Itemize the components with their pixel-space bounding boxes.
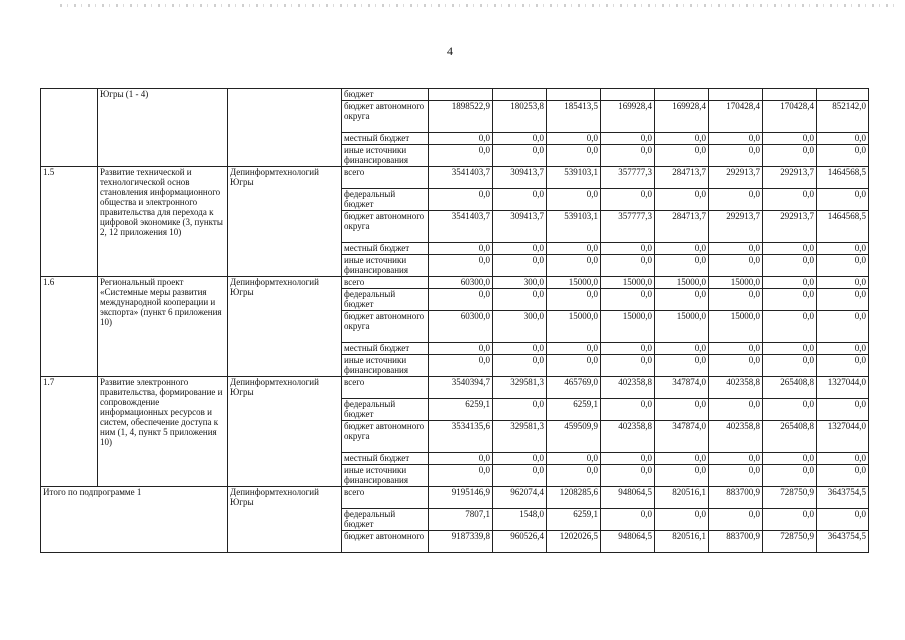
amount-cell: 0,0	[547, 133, 601, 145]
amount-cell: 265408,8	[763, 377, 817, 399]
amount-cell: 0,0	[547, 343, 601, 355]
amount-cell: 0,0	[429, 243, 493, 255]
amount-cell: 0,0	[709, 145, 763, 167]
amount-cell: 0,0	[601, 465, 655, 487]
executor-cell	[228, 89, 342, 167]
amount-cell: 0,0	[709, 509, 763, 531]
amount-cell	[709, 89, 763, 101]
amount-cell: 0,0	[429, 133, 493, 145]
amount-cell: 284713,7	[655, 211, 709, 243]
amount-cell: 265408,8	[763, 421, 817, 453]
amount-cell: 960526,4	[493, 531, 547, 553]
funding-source-cell: иные источники финансирования	[342, 355, 429, 377]
amount-cell: 0,0	[763, 343, 817, 355]
funding-source-cell: всего	[342, 277, 429, 289]
amount-cell: 0,0	[763, 509, 817, 531]
amount-cell: 1464568,5	[817, 167, 869, 189]
amount-cell: 0,0	[709, 355, 763, 377]
amount-cell: 0,0	[429, 453, 493, 465]
amount-cell: 0,0	[429, 289, 493, 311]
amount-cell: 15000,0	[547, 311, 601, 343]
amount-cell: 15000,0	[655, 311, 709, 343]
amount-cell: 0,0	[493, 453, 547, 465]
amount-cell: 0,0	[709, 289, 763, 311]
amount-cell: 3541403,7	[429, 167, 493, 189]
amount-cell: 539103,1	[547, 211, 601, 243]
amount-cell: 1548,0	[493, 509, 547, 531]
amount-cell: 0,0	[547, 145, 601, 167]
amount-cell	[655, 89, 709, 101]
funding-source-cell: иные источники финансирования	[342, 255, 429, 277]
amount-cell: 0,0	[601, 289, 655, 311]
amount-cell: 0,0	[817, 133, 869, 145]
amount-cell: 0,0	[429, 343, 493, 355]
amount-cell: 6259,1	[429, 399, 493, 421]
amount-cell: 0,0	[493, 399, 547, 421]
amount-cell: 0,0	[547, 243, 601, 255]
table-row	[41, 377, 869, 399]
amount-cell: 0,0	[763, 255, 817, 277]
amount-cell	[817, 89, 869, 101]
amount-cell: 0,0	[493, 145, 547, 167]
table-row	[41, 89, 869, 101]
amount-cell: 309413,7	[493, 211, 547, 243]
amount-cell	[493, 89, 547, 101]
funding-source-cell: иные источники финансирования	[342, 145, 429, 167]
amount-cell: 0,0	[817, 311, 869, 343]
amount-cell: 309413,7	[493, 167, 547, 189]
amount-cell: 852142,0	[817, 101, 869, 133]
amount-cell: 1327044,0	[817, 421, 869, 453]
amount-cell: 0,0	[601, 343, 655, 355]
executor-cell: Депинформтехнологий Югры	[228, 277, 342, 377]
amount-cell: 0,0	[493, 243, 547, 255]
amount-cell: 0,0	[655, 465, 709, 487]
amount-cell: 347874,0	[655, 421, 709, 453]
table-body	[41, 89, 869, 553]
amount-cell: 948064,5	[601, 487, 655, 509]
item-name-cell: Развитие электронного правительства, формирование и сопровождение информационных ресурсов и систем, обеспечение доступа к ним (1, 4, пункт 5 приложения 10)	[98, 377, 228, 487]
amount-cell: 820516,1	[655, 487, 709, 509]
amount-cell: 0,0	[493, 189, 547, 211]
executor-cell: Депинформтехнологий Югры	[228, 487, 342, 553]
amount-cell: 0,0	[709, 189, 763, 211]
amount-cell: 0,0	[817, 355, 869, 377]
funding-source-cell: федеральный бюджет	[342, 399, 429, 421]
amount-cell: 0,0	[655, 255, 709, 277]
amount-cell: 0,0	[429, 145, 493, 167]
item-index-cell: 1.6	[41, 277, 98, 377]
program-funding-table	[40, 88, 869, 553]
amount-cell: 180253,8	[493, 101, 547, 133]
amount-cell: 7807,1	[429, 509, 493, 531]
amount-cell: 0,0	[817, 453, 869, 465]
amount-cell: 0,0	[817, 509, 869, 531]
amount-cell	[547, 89, 601, 101]
amount-cell: 0,0	[547, 355, 601, 377]
amount-cell: 9195146,9	[429, 487, 493, 509]
amount-cell: 0,0	[493, 465, 547, 487]
amount-cell: 0,0	[709, 243, 763, 255]
amount-cell: 15000,0	[601, 311, 655, 343]
amount-cell: 0,0	[655, 453, 709, 465]
item-index-cell: 1.7	[41, 377, 98, 487]
amount-cell: 1202026,5	[547, 531, 601, 553]
amount-cell: 15000,0	[601, 277, 655, 289]
amount-cell: 0,0	[601, 189, 655, 211]
amount-cell: 0,0	[709, 255, 763, 277]
amount-cell: 0,0	[601, 399, 655, 421]
amount-cell: 284713,7	[655, 167, 709, 189]
funding-source-cell: бюджет автономного округа	[342, 101, 429, 133]
amount-cell: 0,0	[655, 399, 709, 421]
amount-cell: 169928,4	[601, 101, 655, 133]
amount-cell: 0,0	[763, 355, 817, 377]
scan-artifact-line	[60, 4, 900, 7]
amount-cell: 0,0	[601, 145, 655, 167]
amount-cell: 0,0	[817, 145, 869, 167]
total-label-cell: Итого по подпрограмме 1	[41, 487, 228, 553]
amount-cell: 3643754,5	[817, 531, 869, 553]
amount-cell: 0,0	[547, 289, 601, 311]
amount-cell: 0,0	[601, 355, 655, 377]
executor-cell: Депинформтехнологий Югры	[228, 167, 342, 277]
amount-cell: 0,0	[817, 189, 869, 211]
funding-source-cell: бюджет	[342, 89, 429, 101]
amount-cell: 402358,8	[709, 377, 763, 399]
amount-cell: 0,0	[547, 453, 601, 465]
amount-cell: 6259,1	[547, 399, 601, 421]
funding-source-cell: иные источники финансирования	[342, 465, 429, 487]
amount-cell: 0,0	[655, 509, 709, 531]
funding-source-cell: местный бюджет	[342, 243, 429, 255]
amount-cell: 962074,4	[493, 487, 547, 509]
amount-cell: 300,0	[493, 311, 547, 343]
amount-cell: 1464568,5	[817, 211, 869, 243]
amount-cell: 300,0	[493, 277, 547, 289]
executor-cell: Депинформтехнологий Югры	[228, 377, 342, 487]
funding-source-cell: бюджет автономного округа	[342, 421, 429, 453]
amount-cell: 0,0	[763, 465, 817, 487]
amount-cell: 3534135,6	[429, 421, 493, 453]
item-name-cell: Развитие технической и технологической основ становления информационного общества и электронного правительства для перехода к цифровой экономике (3, пункты 2, 12 приложения 10)	[98, 167, 228, 277]
amount-cell: 0,0	[817, 399, 869, 421]
amount-cell: 0,0	[817, 465, 869, 487]
amount-cell: 292913,7	[709, 211, 763, 243]
table-row	[41, 167, 869, 189]
amount-cell: 0,0	[817, 277, 869, 289]
amount-cell: 0,0	[493, 133, 547, 145]
amount-cell: 0,0	[763, 311, 817, 343]
funding-source-cell: федеральный бюджет	[342, 509, 429, 531]
amount-cell: 0,0	[763, 243, 817, 255]
amount-cell: 6259,1	[547, 509, 601, 531]
amount-cell: 15000,0	[655, 277, 709, 289]
amount-cell: 60300,0	[429, 311, 493, 343]
amount-cell: 0,0	[817, 289, 869, 311]
amount-cell: 820516,1	[655, 531, 709, 553]
amount-cell: 15000,0	[709, 277, 763, 289]
amount-cell: 329581,3	[493, 421, 547, 453]
amount-cell: 0,0	[601, 243, 655, 255]
amount-cell: 0,0	[763, 289, 817, 311]
funding-source-cell: всего	[342, 377, 429, 399]
funding-source-cell: бюджет автономного округа	[342, 311, 429, 343]
amount-cell: 0,0	[763, 133, 817, 145]
amount-cell: 0,0	[429, 355, 493, 377]
amount-cell: 402358,8	[601, 421, 655, 453]
amount-cell: 15000,0	[709, 311, 763, 343]
amount-cell	[601, 89, 655, 101]
amount-cell: 3541403,7	[429, 211, 493, 243]
amount-cell: 728750,9	[763, 487, 817, 509]
amount-cell: 329581,3	[493, 377, 547, 399]
amount-cell: 0,0	[429, 189, 493, 211]
amount-cell: 1327044,0	[817, 377, 869, 399]
item-index-cell	[41, 89, 98, 167]
amount-cell: 0,0	[655, 355, 709, 377]
amount-cell	[429, 89, 493, 101]
funding-source-cell: местный бюджет	[342, 453, 429, 465]
item-index-cell: 1.5	[41, 167, 98, 277]
amount-cell: 883700,9	[709, 531, 763, 553]
amount-cell	[763, 89, 817, 101]
amount-cell: 169928,4	[655, 101, 709, 133]
amount-cell: 465769,0	[547, 377, 601, 399]
amount-cell: 0,0	[763, 145, 817, 167]
amount-cell: 0,0	[429, 465, 493, 487]
amount-cell: 0,0	[655, 133, 709, 145]
amount-cell: 0,0	[763, 277, 817, 289]
funding-source-cell: местный бюджет	[342, 133, 429, 145]
amount-cell: 0,0	[493, 343, 547, 355]
amount-cell: 0,0	[547, 255, 601, 277]
amount-cell: 0,0	[655, 343, 709, 355]
amount-cell: 402358,8	[601, 377, 655, 399]
amount-cell: 728750,9	[763, 531, 817, 553]
amount-cell: 292913,7	[763, 211, 817, 243]
amount-cell: 347874,0	[655, 377, 709, 399]
amount-cell: 0,0	[601, 509, 655, 531]
amount-cell: 0,0	[709, 343, 763, 355]
amount-cell: 0,0	[655, 145, 709, 167]
amount-cell: 3643754,5	[817, 487, 869, 509]
amount-cell: 9187339,8	[429, 531, 493, 553]
funding-source-cell: федеральный бюджет	[342, 289, 429, 311]
funding-source-cell: бюджет автономного	[342, 531, 429, 553]
amount-cell: 0,0	[655, 243, 709, 255]
amount-cell: 0,0	[547, 189, 601, 211]
amount-cell: 1898522,9	[429, 101, 493, 133]
item-name-cell: Региональный проект «Системные меры развития международной кооперации и экспорта» (пункт 6 приложения 10)	[98, 277, 228, 377]
amount-cell: 0,0	[601, 255, 655, 277]
amount-cell: 0,0	[493, 255, 547, 277]
amount-cell: 0,0	[655, 289, 709, 311]
table-row	[41, 277, 869, 289]
funding-source-cell: местный бюджет	[342, 343, 429, 355]
amount-cell: 0,0	[709, 133, 763, 145]
amount-cell: 0,0	[763, 399, 817, 421]
item-name-cell: Югры (1 - 4)	[98, 89, 228, 167]
amount-cell: 357777,3	[601, 211, 655, 243]
amount-cell: 0,0	[817, 255, 869, 277]
amount-cell: 0,0	[493, 355, 547, 377]
amount-cell: 292913,7	[709, 167, 763, 189]
amount-cell: 0,0	[817, 243, 869, 255]
funding-source-cell: федеральный бюджет	[342, 189, 429, 211]
amount-cell: 292913,7	[763, 167, 817, 189]
amount-cell: 0,0	[709, 399, 763, 421]
amount-cell: 0,0	[601, 453, 655, 465]
amount-cell: 539103,1	[547, 167, 601, 189]
amount-cell: 357777,3	[601, 167, 655, 189]
amount-cell: 15000,0	[547, 277, 601, 289]
amount-cell: 0,0	[655, 189, 709, 211]
amount-cell: 170428,4	[709, 101, 763, 133]
amount-cell: 170428,4	[763, 101, 817, 133]
amount-cell: 883700,9	[709, 487, 763, 509]
amount-cell: 185413,5	[547, 101, 601, 133]
funding-source-cell: всего	[342, 167, 429, 189]
table-row	[41, 487, 869, 509]
amount-cell: 0,0	[547, 465, 601, 487]
amount-cell: 1208285,6	[547, 487, 601, 509]
amount-cell: 0,0	[763, 189, 817, 211]
amount-cell: 948064,5	[601, 531, 655, 553]
amount-cell: 0,0	[493, 289, 547, 311]
funding-source-cell: всего	[342, 487, 429, 509]
page-number: 4	[447, 44, 453, 58]
amount-cell: 60300,0	[429, 277, 493, 289]
amount-cell: 402358,8	[709, 421, 763, 453]
amount-cell: 0,0	[763, 453, 817, 465]
funding-source-cell: бюджет автономного округа	[342, 211, 429, 243]
amount-cell: 459509,9	[547, 421, 601, 453]
amount-cell: 3540394,7	[429, 377, 493, 399]
amount-cell: 0,0	[709, 465, 763, 487]
amount-cell: 0,0	[601, 133, 655, 145]
amount-cell: 0,0	[817, 343, 869, 355]
amount-cell: 0,0	[709, 453, 763, 465]
amount-cell: 0,0	[429, 255, 493, 277]
